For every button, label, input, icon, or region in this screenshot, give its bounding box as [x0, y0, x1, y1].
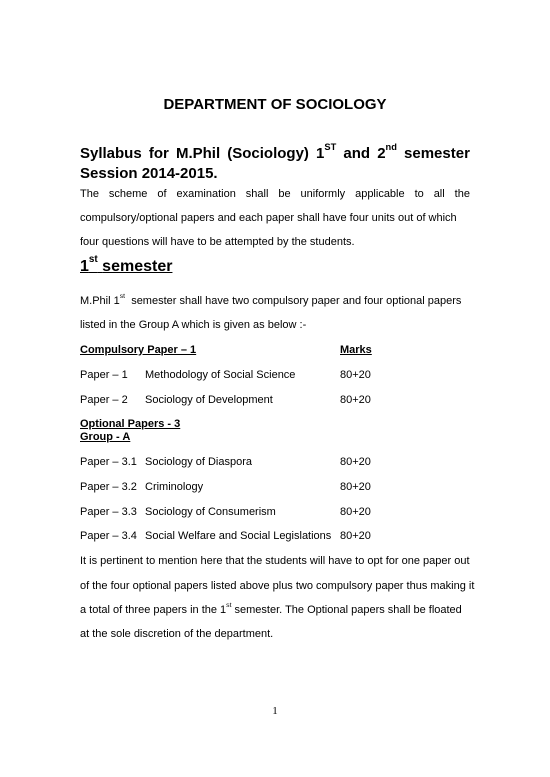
section-para-line-2: listed in the Group A which is given as below :-	[80, 319, 307, 331]
subtitle-word: and	[343, 145, 371, 162]
closing-line-4: at the sole discretion of the department.	[80, 628, 274, 640]
paper-name: Methodology of Social Science	[145, 369, 296, 381]
section-para-line-1: M.Phil 1st semester shall have two compulsory paper and four optional papers	[80, 292, 462, 307]
syllabus-subtitle-line2: Session 2014-2015.	[80, 165, 218, 182]
page-title: DEPARTMENT OF SOCIOLOGY	[163, 96, 387, 113]
intro-word: shall	[245, 188, 269, 200]
paper-name: Criminology	[145, 481, 204, 493]
optional-heading: Optional Papers - 3	[80, 418, 181, 430]
intro-word: uniformly	[300, 188, 346, 200]
intro-line-3: four questions will have to be attempted by the students.	[80, 236, 355, 248]
subtitle-word: (Sociology)	[227, 145, 309, 162]
closing-line-2: of the four optional papers listed above plus two compulsory paper thus making it	[80, 580, 475, 592]
subtitle-ordinal-1: 1ST	[316, 141, 337, 162]
subtitle-word: semester	[404, 145, 470, 162]
closing-line-1: It is pertinent to mention here that the students will have to opt for one paper out	[80, 555, 470, 567]
paper-name: Sociology of Development	[145, 394, 273, 406]
intro-line-2: compulsory/optional papers and each paper shall have four units out of which	[80, 212, 457, 224]
paper-marks: 80+20	[340, 530, 371, 542]
paper-name: Sociology of Consumerism	[145, 506, 276, 518]
paper-number: Paper – 1	[80, 369, 128, 381]
syllabus-subtitle-line1	[80, 141, 470, 162]
paper-marks: 80+20	[340, 481, 371, 493]
paper-number: Paper – 3.1	[80, 456, 137, 468]
paper-number: Paper – 3.3	[80, 506, 137, 518]
section-heading: 1st semester	[80, 254, 173, 275]
subtitle-word: for	[148, 145, 169, 162]
paper-marks: 80+20	[340, 456, 371, 468]
intro-word: examination	[176, 188, 236, 200]
paper-number: Paper – 3.4	[80, 530, 137, 542]
paper-name: Social Welfare and Social Legislations	[145, 530, 332, 542]
intro-word: of	[157, 188, 167, 200]
intro-line-1	[80, 188, 470, 200]
intro-word: The	[80, 188, 99, 200]
paper-marks: 80+20	[340, 506, 371, 518]
paper-marks: 80+20	[340, 369, 371, 381]
subtitle-ordinal-2: 2nd	[377, 141, 397, 162]
paper-number: Paper – 3.2	[80, 481, 137, 493]
compulsory-heading: Compulsory Paper – 1	[80, 344, 197, 356]
group-heading: Group - A	[80, 431, 131, 443]
subtitle-word: Syllabus	[80, 145, 142, 162]
marks-heading: Marks	[340, 344, 372, 356]
page-number: 1	[272, 705, 278, 717]
intro-word: be	[278, 188, 291, 200]
paper-number: Paper – 2	[80, 394, 128, 406]
paper-name: Sociology of Diaspora	[145, 456, 253, 468]
subtitle-word: M.Phil	[175, 145, 221, 162]
intro-word: the	[454, 188, 470, 200]
closing-line-3: a total of three papers in the 1st semester. The Optional papers shall be floated	[80, 601, 462, 616]
intro-word: applicable	[355, 188, 405, 200]
intro-word: to	[414, 188, 424, 200]
intro-word: all	[433, 188, 445, 200]
paper-marks: 80+20	[340, 394, 371, 406]
intro-word: scheme	[108, 188, 148, 200]
